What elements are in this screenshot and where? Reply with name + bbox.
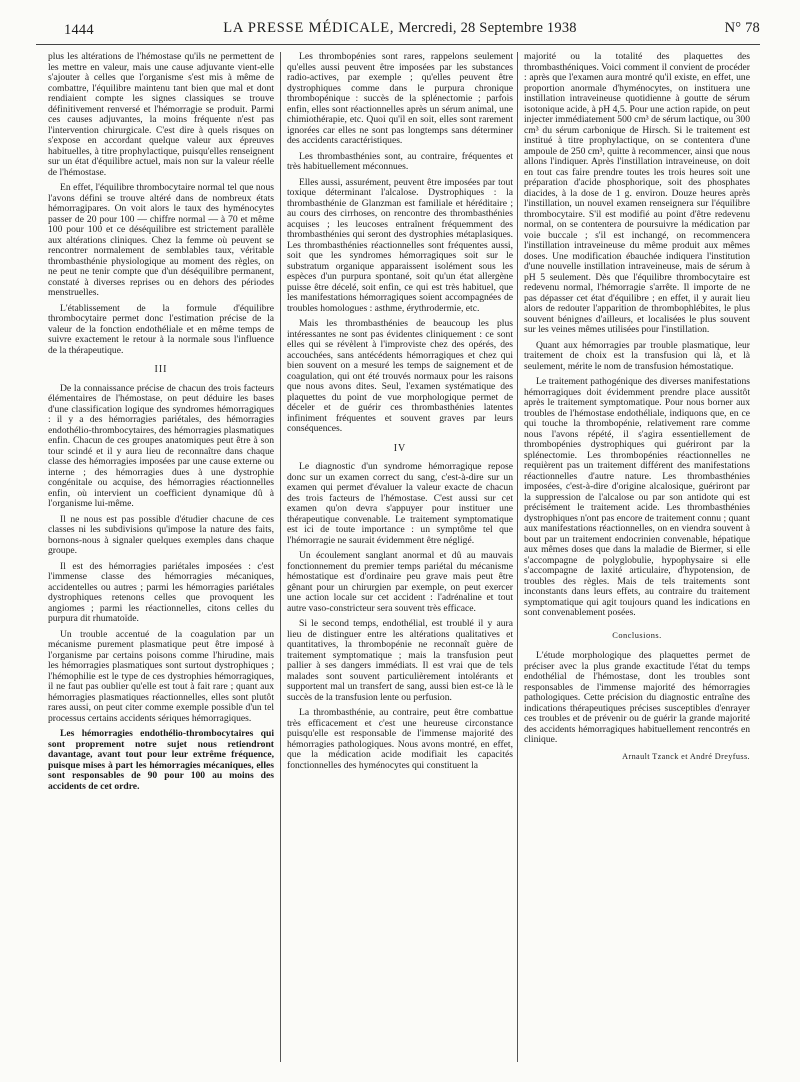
column-2 <box>287 52 513 776</box>
column-3 <box>524 52 750 762</box>
paragraph: Il ne nous est pas possible d'étudier chacune de ces classes ni les subdivisions qu'impose la nature des faits, bornons-nous à signaler quelques exemples dans chaque groupe. <box>48 513 274 556</box>
issue-date: Mercredi, 28 Septembre 1938 <box>398 20 577 36</box>
paragraph: L'étude morphologique des plaquettes permet de préciser avec la plus grande exactitude l'état du temps endothélial de l'hémostase, dont les troubles sont responsables de l'immense majorité des hémorragies pathologiques. Cette précision du diagnostic entraîne des indications thérapeutiques précises susceptibles d'enrayer ces troubles et de prévenir ou de guérir la grande majorité des accidents hémorragiques habituellement rencontrés en clinique. <box>524 650 750 745</box>
paragraph: La thrombasthénie, au contraire, peut être combattue très efficacement et c'est une heureuse circonstance puisqu'elle est responsable de l'immense majorité des hémorragies pathologiques. Nous avons montré, en effet, que la médication acide modifiait les capacités fonctionnelles des hyménocytes qui constituent la <box>287 707 513 771</box>
paragraph: Le diagnostic d'un syndrome hémorragique repose donc sur un examen correct du sang, c'est-à-dire sur un examen qui permet d'évaluer la valeur exacte de chacun des trois facteurs de l'hémostase. C'est aussi sur cet examen qu'on devra s'appuyer pour instituer une thérapeutique convenable. Le traitement symptomatique est ici de toute importance : un symptôme tel que l'hémorragie ne saurait évidemment être négligé. <box>287 461 513 546</box>
paragraph: Un trouble accentué de la coagulation par un mécanisme purement plasmatique peut être imposé à l'organisme par certains poisons comme l'hirudine, mais les hémorragies plasmatiques sont surtout dystrophiques ; l'hémophilie est le type de ces dystrophies hémorragiques, il ne faut pas oublier qu'elle est tout à fait rare ; quant aux hémorragies plasmatiques réactionnelles, elles sont plutôt rares aussi, on peut citer comme exemple possible d'un tel processus certains accidents sériques hémorragiques. <box>48 628 274 724</box>
journal-title-line <box>40 20 760 37</box>
paragraph: Elles aussi, assurément, peuvent être imposées par tout toxique déterminant l'alcalose. Dystrophiques : la thrombasthénie de Glanzman est familiale et héréditaire ; au cours des cirrhoses, on rencontre des thrombasthénies acquises ; les leucoses entraînent fréquemment des thrombasthénies qui seront des dystrophies métaplasiques. Les thrombasthénies réactionnelles sont fréquentes aussi, soit que les syndromes hémorragiques soit sur le substratum organique apparaissent isolément sous les espèces d'un purpura spontané, soit qu'un état allergène puisse être décelé, soit enfin, ce qui est très habituel, que les manifestations hémorragiques soient accompagnées de troubles homologues : asthme, érythrodermie, etc. <box>287 176 513 314</box>
journal-name: LA PRESSE MÉDICALE, <box>223 20 395 36</box>
page-number: 1444 <box>64 22 94 38</box>
header-rule <box>36 44 760 45</box>
paragraph: plus les altérations de l'hémostase qu'ils ne permettent de les mettre en valeur, mais une cause adjuvante vient-elle s'ajouter à celles que l'organisme s'est mis à même de combattre, l'équilibre maintenu tant bien que mal et dont rendiaient compte les signes classiques se trouve définitivement renversé et l'hémorragie se produit. Parmi ces causes adjuvantes, la moins fréquente n'est pas l'intervention chirurgicale. C'est dire à quels risques on s'expose en accordant quelque valeur aux épreuves habituelles, à titre prophylactique, puisqu'elles renseignent sur un état d'équilibre actuel, mais non sur la valeur réelle de l'hémostase. <box>48 51 274 178</box>
paragraph: En effet, l'équilibre thrombocytaire normal tel que nous l'avons défini se trouve altéré dans de nombreux états hémorragipares. On voit alors le taux des hyménocytes passer de 20 pour 100 — chiffre normal — à 70 et même 100 pour 100 et ce déséquilibre est strictement parallèle aux altérations cliniques. Chez la femme où peuvent se rencontrer normalement de semblables taux, véritable thrombasthénie physiologique au moment des règles, on ne peut ne tenir compte que d'un déséquilibre permanent, constaté à diverses reprises ou en dehors des périodes menstruelles. <box>48 182 274 298</box>
conclusions-heading: Conclusions. <box>612 630 662 640</box>
column-divider <box>517 52 518 1062</box>
column-divider <box>280 52 281 1062</box>
paragraph: Les hémorragies endothélio-thrombocytaires qui sont proprement notre sujet nous retiendront davantage, avant tout pour leur extrême fréquence, puisque mises à part les hémorragies mécaniques, elles sont responsables de 90 pour 100 au moins des accidents de cet ordre. <box>48 728 274 792</box>
paragraph: De la connaissance précise de chacun des trois facteurs élémentaires de l'hémostase, on peut déduire les bases d'une classification logique des syndromes hémorragiques : il y a des hémorragies pariétales, des hémorragies endothélio-thrombocytaires, des hémorragies plasmatiques enfin. Chacun de ces groupes anatomiques peut être à son tour scindé et il y aura lieu de reconnaître dans chaque classe des hémorragies imposées par une cause externe ou interne ; des hémorragies dues à une dystrophie congénitale ou acquise, des hémorragies réactionnelles enfin, où intervient un coefficient dynamique dû à l'organisme lui-même. <box>48 382 274 509</box>
column-1 <box>48 52 274 797</box>
paragraph: Le traitement pathogénique des diverses manifestations hémorragiques doit évidemment prendre place aussitôt après le traitement symptomatique. Pour nous borner aux troubles de l'hémostase endothéliale, indiquons que, en ce qui touche la thrombopénie, relativement rare comme nous l'avons répété, il s'agira essentiellement de thrombopénies dystrophiques qui guériront par la splénectomie. Les thrombopénies réactionnelles ne requièrent pas un traitement différent des manifestations réactionnelles d'autre nature. Les thrombasthénies imposées, c'est-à-dire d'origine alcalosique, guériront par la suppression de l'alcalose ou par son antidote qui est précisément le traitement acide. Les thrombasthénies dystrophiques n'ont pas encore de traitement connu ; quant aux manifestations réactionnelles, on en viendra souvent à bout par un traitement endocrinien convenable, hépatique aux mêmes doses que dans la maladie de Biermer, si elle s'accompagne de polyglobulie, hypophysaire si elle s'accompagne de laxité articulaire, d'hypotension, de troubles des règles. Mais de tels traitements sont inconstants dans leurs effets, au contraire du traitement symptomatique qui agit toujours quand les indications en sont convenablement posées. <box>524 376 750 618</box>
paragraph: L'établissement de la formule d'équilibre thrombocytaire permet donc l'estimation précise de la valeur de la fonction endothéliale et en même temps de suivre exactement le retour à la normale sous l'influence de la thérapeutique. <box>48 302 274 356</box>
section-heading: IV <box>393 442 407 454</box>
page-header <box>40 20 760 42</box>
paragraph: Mais les thrombasthénies de beaucoup les plus intéressantes ne sont pas évidentes cliniquement : ce sont elles qui se révèlent à l'improviste chez des opérés, des accouchées, sans antécédents hémorragiques et chez qui bien souvent on a mesuré les temps de saignement et de coagulation, qui ont été trouvés normaux pour les raisons que nous avons dites. Seul, l'examen systématique des plaquettes du point de vue morphologique permet de déceler et de guérir ces thrombasthénies latentes infiniment fréquentes et souvent graves par leurs conséquences. <box>287 318 513 434</box>
paragraph: Quant aux hémorragies par trouble plasmatique, leur traitement de choix est la transfusion qui là, et là seulement, mérite le nom de transfusion hémostatique. <box>524 339 750 372</box>
section-heading: III <box>154 364 168 375</box>
paragraph: Les thrombasthénies sont, au contraire, fréquentes et très habituellement méconnues. <box>287 150 513 172</box>
author-signature: Arnault Tzanck et André Dreyfuss. <box>622 751 750 761</box>
issue-number: N° 78 <box>724 20 760 36</box>
paragraph: Les thrombopénies sont rares, rappelons seulement qu'elles aussi peuvent être imposées par les substances radio-actives, par exemple ; qu'elles peuvent être dystrophiques comme dans le purpura chronique thrombopénique : succès de la splénectomie ; parfois enfin, elles sont réactionnelles après un sérum animal, une chimiothérapie, etc. Quoi qu'il en soit, elles sont rarement ignorées car elles ne sont pas longtemps sans déterminer des accidents caractéristiques. <box>287 51 513 146</box>
paragraph: Il est des hémorragies pariétales imposées : c'est l'immense classe des hémorragies mécaniques, accidentelles ou autres ; parmi les hémorragies pariétales dystrophiques retenons celles que provoquent les angiomes ; parmi les réactionnelles, citons celles du purpura dit rhumatoïde. <box>48 560 274 624</box>
paragraph: Si le second temps, endothélial, est troublé il y aura lieu de distinguer entre les altérations qualitatives et quantitatives, la thrombopénie ne reconnaît guère de traitement symptomatique ; mais la transfusion peut pallier à ses dangers immédiats. Il est vrai que de tels malades sont souvent particulièrement intolérants et supportent mal un transfert de sang, aussi bien est-ce là le succès de la transfusion lente ou perfusion. <box>287 618 513 703</box>
paragraph: Un écoulement sanglant anormal et dû au mauvais fonctionnement du premier temps pariétal du mécanisme hémostatique est d'ordinaire peu grave mais peut être gênant pour un chirurgien par exemple, on peut exercer une action locale sur cet accident : l'adrénaline et tout autre vaso-constricteur sera souvent très efficace. <box>287 550 513 614</box>
paragraph: majorité ou la totalité des plaquettes des thrombasthéniques. Voici comment il convient de procéder : après que l'examen aura montré qu'il existe, en effet, une proportion anormale d'hyménocytes, on instituera une instillation intraveineuse quotidienne à goutte de sérum isotonique acide, à pH 4,5. Pour une action rapide, on peut injecter immédiatement 500 cm³ de sérum lactique, ou 300 cm³ du sérum carbonique de Hirsch. Si le traitement est institué à titre prophylactique, on se contentera d'une ampoule de 250 cm³, quitte à recommencer, ainsi que nous allons l'indiquer. Après l'instillation intraveineuse, on doit en tout cas faire prendre toutes les trois heures soit une préparation d'acide phosphorique, soit des phosphates diacides, à la dose de 1 g. environ. Douze heures après l'instillation, un nouvel examen renseignera sur l'équilibre thrombocytaire. S'il est modifié au point d'être redevenu normal, on se contentera de poursuivre la médication par voie buccale ; s'il est inchangé, on recommencera l'instillation intraveineuse du même produit aux mêmes doses. Une modification ébauchée indiquera l'institution d'une nouvelle instillation intraveineuse, mais de sérum à pH 5 seulement. Dès que l'équilibre thrombocytaire est redevenu normal, l'hémorragie s'arrête. Il importe de ne pas dépasser cet état d'équilibre ; en effet, il y aurait lieu alors de redouter l'apparition de thrombophlébites, le plus souvent bénignes d'ailleurs, et localisées le plus souvent sur les veines mêmes utilisées pour l'instillation. <box>524 51 750 335</box>
